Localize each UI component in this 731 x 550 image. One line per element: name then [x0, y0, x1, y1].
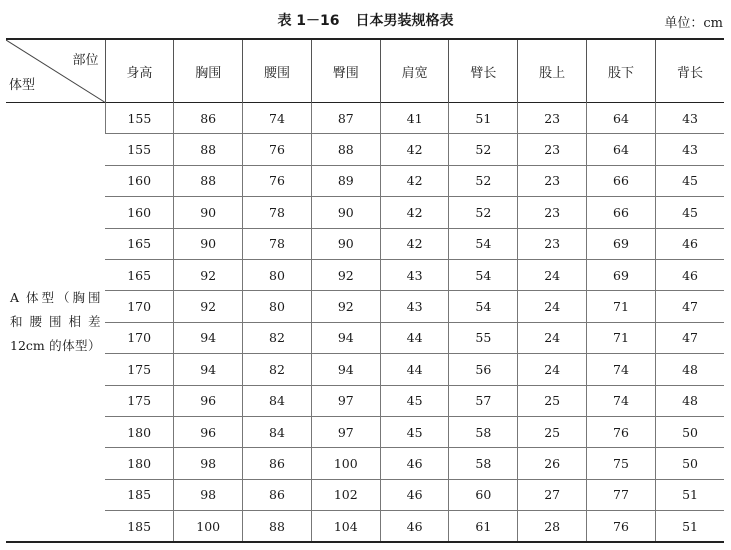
table-cell: 92: [311, 291, 380, 322]
group-label-line: A 体型（胸围: [10, 290, 101, 306]
table-cell: 88: [174, 134, 243, 165]
table-cell: 76: [587, 511, 656, 543]
table-row: [6, 322, 724, 353]
table-cell: 155: [105, 103, 174, 134]
table-cell: 23: [518, 103, 587, 134]
table-cell: 48: [655, 385, 724, 416]
table-cell: 76: [243, 165, 312, 196]
table-cell: 96: [174, 416, 243, 447]
table-cell: 51: [449, 103, 518, 134]
table-cell: 46: [380, 479, 449, 510]
corner-type-label: 体型: [9, 78, 36, 93]
table-cell: 23: [518, 165, 587, 196]
table-cell: 26: [518, 448, 587, 479]
table-cell: 45: [655, 197, 724, 228]
table-row: [6, 228, 724, 259]
table-cell: 84: [243, 416, 312, 447]
table-cell: 24: [518, 322, 587, 353]
table-cell: 104: [311, 511, 380, 543]
table-cell: 94: [174, 322, 243, 353]
table-cell: 50: [655, 448, 724, 479]
table-cell: 43: [380, 291, 449, 322]
column-header-arm: 臂长: [449, 39, 518, 103]
column-header-height: 身高: [105, 39, 174, 103]
table-cell: 185: [105, 511, 174, 543]
table-cell: 41: [380, 103, 449, 134]
table-row: [6, 448, 724, 479]
table-cell: 69: [587, 228, 656, 259]
table-cell: 52: [449, 165, 518, 196]
table-cell: 78: [243, 228, 312, 259]
table-cell: 43: [655, 134, 724, 165]
column-header-inseam: 股下: [587, 39, 656, 103]
table-cell: 80: [243, 259, 312, 290]
table-cell: 97: [311, 385, 380, 416]
table-cell: 71: [587, 322, 656, 353]
table-cell: 98: [174, 448, 243, 479]
unit-label: 单位：cm: [664, 16, 723, 31]
table-cell: 56: [449, 354, 518, 385]
table-cell: 47: [655, 291, 724, 322]
table-cell: 58: [449, 448, 518, 479]
table-cell: 54: [449, 259, 518, 290]
table-cell: 76: [587, 416, 656, 447]
table-cell: 47: [655, 322, 724, 353]
table-cell: 160: [105, 165, 174, 196]
table-cell: 90: [174, 197, 243, 228]
table-cell: 51: [655, 511, 724, 543]
table-cell: 76: [243, 134, 312, 165]
group-label-line: 和腰围相差: [10, 314, 101, 330]
column-header-back: 背长: [655, 39, 724, 103]
table-cell: 86: [243, 448, 312, 479]
table-cell: 92: [174, 259, 243, 290]
table-cell: 74: [243, 103, 312, 134]
table-cell: 48: [655, 354, 724, 385]
body-type-group-label: [6, 103, 105, 543]
table-title: [0, 10, 731, 30]
table-cell: 155: [105, 134, 174, 165]
table-cell: 74: [587, 385, 656, 416]
table-cell: 52: [449, 134, 518, 165]
table-row: [6, 134, 724, 165]
table-cell: 66: [587, 197, 656, 228]
table-row: [6, 354, 724, 385]
corner-header: [6, 39, 105, 103]
table-cell: 94: [174, 354, 243, 385]
table-cell: 66: [587, 165, 656, 196]
table-row: [6, 479, 724, 510]
table-cell: 82: [243, 354, 312, 385]
table-cell: 170: [105, 322, 174, 353]
table-cell: 46: [655, 259, 724, 290]
table-cell: 175: [105, 354, 174, 385]
table-row: [6, 197, 724, 228]
table-row: [6, 385, 724, 416]
table-cell: 180: [105, 448, 174, 479]
table-cell: 86: [243, 479, 312, 510]
table-cell: 75: [587, 448, 656, 479]
table-cell: 42: [380, 197, 449, 228]
table-cell: 23: [518, 197, 587, 228]
table-row: [6, 291, 724, 322]
table-row: [6, 259, 724, 290]
table-cell: 80: [243, 291, 312, 322]
table-cell: 54: [449, 228, 518, 259]
table-cell: 102: [311, 479, 380, 510]
table-title-text: 日本男装规格表: [355, 13, 454, 29]
table-cell: 94: [311, 354, 380, 385]
table-cell: 23: [518, 228, 587, 259]
table-cell: 90: [174, 228, 243, 259]
column-header-hip: 臀围: [311, 39, 380, 103]
table-cell: 90: [311, 197, 380, 228]
table-cell: 170: [105, 291, 174, 322]
table-cell: 57: [449, 385, 518, 416]
group-label-line: 12cm 的体型）: [10, 338, 101, 354]
table-cell: 100: [311, 448, 380, 479]
table-cell: 78: [243, 197, 312, 228]
table-cell: 175: [105, 385, 174, 416]
table-row: [6, 511, 724, 543]
table-cell: 90: [311, 228, 380, 259]
table-cell: 45: [380, 385, 449, 416]
table-cell: 24: [518, 259, 587, 290]
table-cell: 77: [587, 479, 656, 510]
column-header-chest: 胸围: [174, 39, 243, 103]
table-body: [6, 103, 724, 543]
table-row: [6, 103, 724, 134]
table-cell: 71: [587, 291, 656, 322]
corner-part-label: 部位: [72, 53, 99, 68]
table-cell: 100: [174, 511, 243, 543]
table-cell: 92: [174, 291, 243, 322]
table-row: [6, 416, 724, 447]
table-cell: 61: [449, 511, 518, 543]
table-cell: 45: [655, 165, 724, 196]
table-cell: 44: [380, 354, 449, 385]
table-cell: 82: [243, 322, 312, 353]
table-cell: 45: [380, 416, 449, 447]
table-row: [6, 165, 724, 196]
table-cell: 88: [243, 511, 312, 543]
column-header-waist: 腰围: [243, 39, 312, 103]
table-cell: 46: [380, 448, 449, 479]
table-cell: 86: [174, 103, 243, 134]
table-cell: 97: [311, 416, 380, 447]
table-cell: 43: [380, 259, 449, 290]
table-cell: 180: [105, 416, 174, 447]
table-cell: 52: [449, 197, 518, 228]
table-cell: 88: [311, 134, 380, 165]
table-cell: 42: [380, 228, 449, 259]
table-cell: 54: [449, 291, 518, 322]
table-cell: 185: [105, 479, 174, 510]
table-cell: 64: [587, 103, 656, 134]
table-cell: 43: [655, 103, 724, 134]
table-cell: 74: [587, 354, 656, 385]
table-cell: 51: [655, 479, 724, 510]
table-cell: 92: [311, 259, 380, 290]
table-cell: 28: [518, 511, 587, 543]
table-cell: 46: [655, 228, 724, 259]
table-cell: 27: [518, 479, 587, 510]
table-cell: 88: [174, 165, 243, 196]
table-cell: 84: [243, 385, 312, 416]
table-cell: 60: [449, 479, 518, 510]
table-cell: 25: [518, 416, 587, 447]
table-cell: 89: [311, 165, 380, 196]
table-cell: 25: [518, 385, 587, 416]
table-cell: 69: [587, 259, 656, 290]
size-spec-table: [6, 38, 724, 543]
table-cell: 42: [380, 165, 449, 196]
table-cell: 64: [587, 134, 656, 165]
table-cell: 165: [105, 228, 174, 259]
table-cell: 24: [518, 354, 587, 385]
table-cell: 24: [518, 291, 587, 322]
table-cell: 165: [105, 259, 174, 290]
table-cell: 46: [380, 511, 449, 543]
table-cell: 58: [449, 416, 518, 447]
header-row: [6, 39, 724, 103]
table-number: 表 1－16: [277, 13, 340, 29]
table-cell: 160: [105, 197, 174, 228]
column-header-shoulder: 肩宽: [380, 39, 449, 103]
table-cell: 42: [380, 134, 449, 165]
table-cell: 87: [311, 103, 380, 134]
table-cell: 44: [380, 322, 449, 353]
table-cell: 96: [174, 385, 243, 416]
table-cell: 94: [311, 322, 380, 353]
table-cell: 55: [449, 322, 518, 353]
table-cell: 23: [518, 134, 587, 165]
table-cell: 50: [655, 416, 724, 447]
table-cell: 98: [174, 479, 243, 510]
column-header-rise: 股上: [518, 39, 587, 103]
